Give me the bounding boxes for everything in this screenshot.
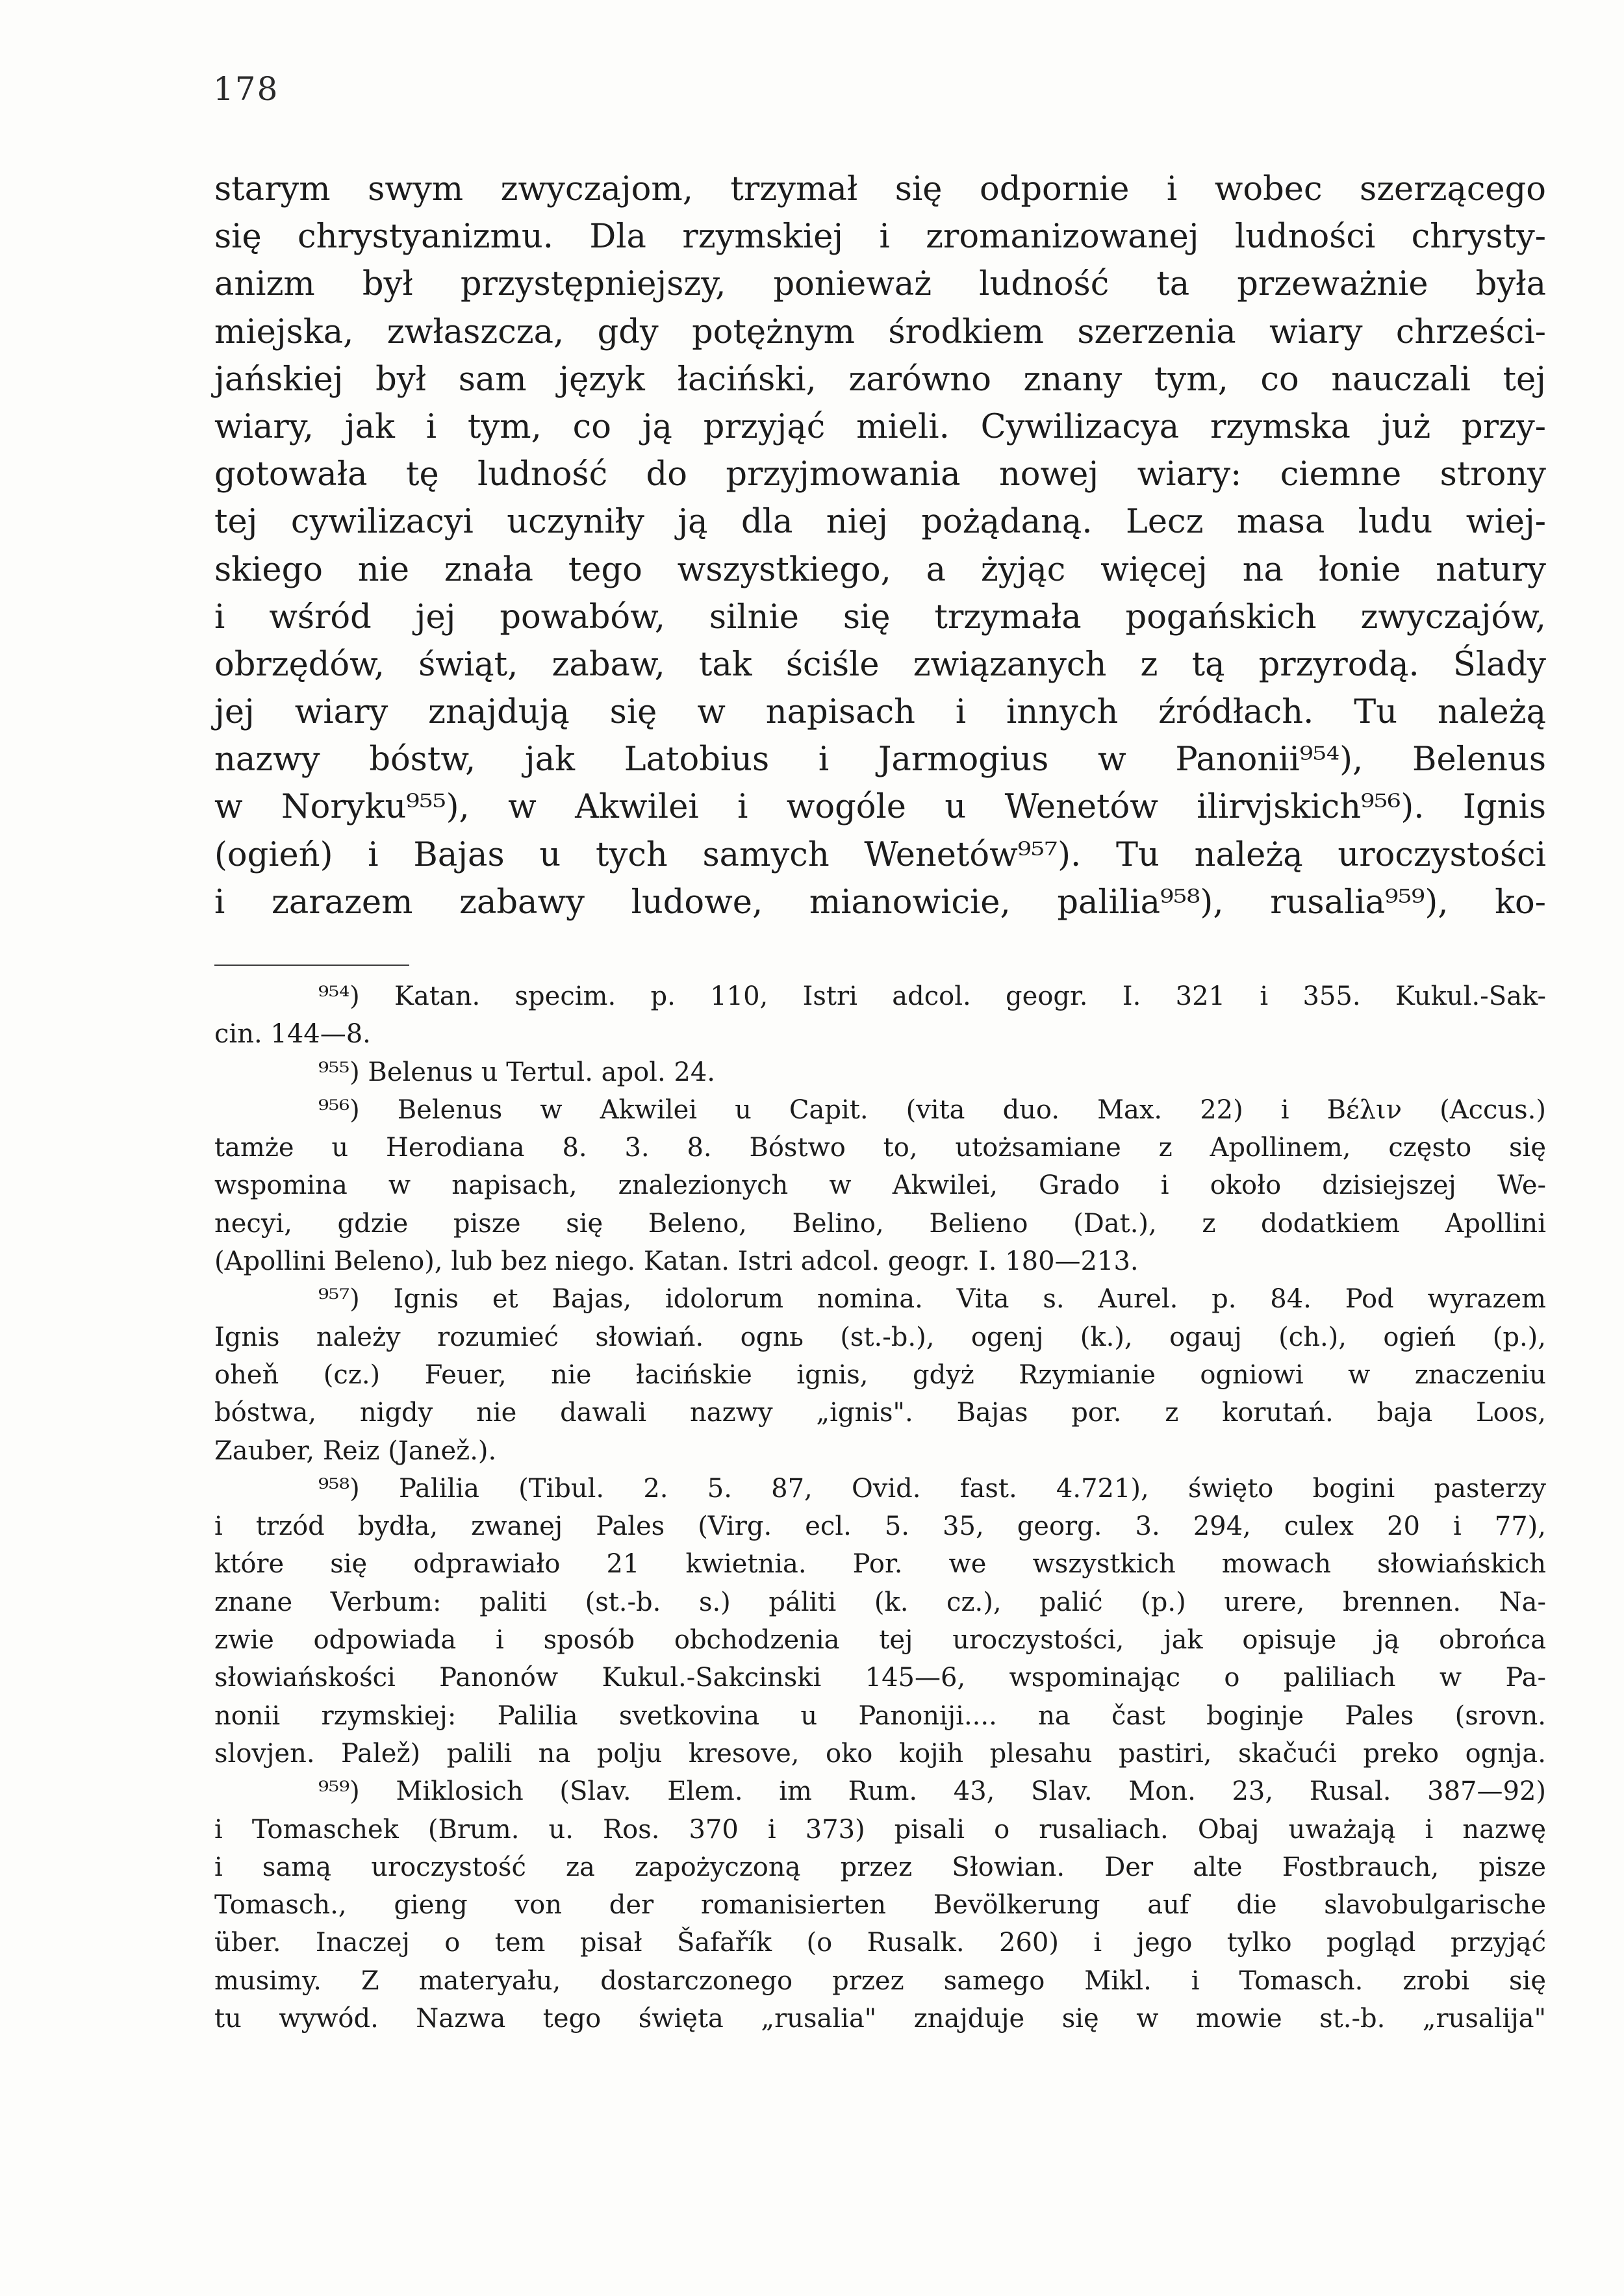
body-line: w Noryku⁹⁵⁵), w Akwilei i wogóle u Wenetów ilirvjskich⁹⁵⁶). Ignis [214, 788, 1546, 827]
body-line: gotowała tę ludność do przyjmowania nowej wiary: ciemne strony [214, 455, 1546, 494]
footnote-line: i trzód bydła, zwanej Pales (Virg. ecl. 5. 35, georg. 3. 294, culex 20 i 77), [214, 1511, 1546, 1542]
body-line: jej wiary znajdują się w napisach i innych źródłach. Tu należą [214, 693, 1546, 732]
footnote-line: Ignis należy rozumieć słowiań. ognь (st.-b.), ogenj (k.), ogauj (ch.), ogień (p.), [214, 1322, 1546, 1352]
footnote-separator [214, 965, 409, 966]
body-line: jańskiej był sam język łaciński, zarówno znany tym, co nauczali tej [214, 360, 1546, 399]
footnote-line: znane Verbum: paliti (st.-b. s.) páliti (k. cz.), palić (p.) urere, brennen. Na- [214, 1587, 1546, 1617]
body-line: miejska, zwłaszcza, gdy potężnym środkiem szerzenia wiary chrześci- [214, 312, 1546, 351]
page-number: 178 [213, 70, 279, 108]
footnote-line: ⁹⁵⁹) Miklosich (Slav. Elem. im Rum. 43, Slav. Mon. 23, Rusal. 387—92) [318, 1776, 1546, 1807]
body-line: i wśród jej powabów, silnie się trzymała pogańskich zwyczajów, [214, 598, 1546, 637]
body-line: anizm był przystępniejszy, ponieważ ludność ta przeważnie była [214, 265, 1546, 304]
body-line: tej cywilizacyi uczyniły ją dla niej pożądaną. Lecz masa ludu wiej- [214, 503, 1546, 542]
footnote-line: musimy. Z materyału, dostarczonego przez samego Mikl. i Tomasch. zrobi się [214, 1965, 1546, 1996]
footnote-line: slovjen. Palež) palili na polju kresove, oko kojih plesahu pastiri, skačući preko ognja. [214, 1738, 1546, 1769]
footnote-line: tamże u Herodiana 8. 3. 8. Bóstwo to, utożsamiane z Apollinem, często się [214, 1133, 1546, 1163]
body-line: się chrystyanizmu. Dla rzymskiej i zromanizowanej ludności chrysty- [214, 218, 1546, 257]
footnote-line: ⁹⁵⁴) Katan. specim. p. 110, Istri adcol. geogr. I. 321 i 355. Kukul.-Sak- [318, 981, 1546, 1011]
footnote-line: tu wywód. Nazwa tego święta „rusalia" znajduje się w mowie st.-b. „rusalija" [214, 2004, 1546, 2034]
footnote-line: ⁹⁵⁷) Ignis et Bajas, idolorum nomina. Vita s. Aurel. p. 84. Pod wyrazem [318, 1284, 1546, 1315]
body-line: (ogień) i Bajas u tych samych Wenetów⁹⁵⁷). Tu należą uroczystości [214, 835, 1546, 874]
footnotes [214, 978, 1546, 2037]
footnote-line: bóstwa, nigdy nie dawali nazwy „ignis". Bajas por. z korutań. baja Loos, [214, 1398, 1546, 1428]
body-line: skiego nie znała tego wszystkiego, a żyjąc więcej na łonie natury [214, 550, 1546, 589]
footnote-line: ⁹⁵⁸) Palilia (Tibul. 2. 5. 87, Ovid. fast. 4.721), święto bogini pasterzy [318, 1473, 1546, 1504]
footnote-line: Zauber, Reiz (Janež.). [214, 1435, 497, 1466]
footnote-line: über. Inaczej o tem pisał Šafařík (o Rusalk. 260) i jego tylko pogląd przyjąć [214, 1928, 1546, 1958]
footnote-line: necyi, gdzie pisze się Beleno, Belino, Belieno (Dat.), z dodatkiem Apollini [214, 1208, 1546, 1239]
footnote-line: które się odprawiało 21 kwietnia. Por. we wszystkich mowach słowiańskich [214, 1549, 1546, 1580]
footnote-line: oheň (cz.) Feuer, nie łacińskie ignis, gdyż Rzymianie ogniowi w znaczeniu [214, 1359, 1546, 1390]
footnote-line: i Tomaschek (Brum. u. Ros. 370 i 373) pisali o rusaliach. Obaj uważają i nazwę [214, 1814, 1546, 1845]
body-line: starym swym zwyczajom, trzymał się odpornie i wobec szerzącego [214, 170, 1546, 208]
footnote-line: zwie odpowiada i sposób obchodzenia tej uroczystości, jak opisuje ją obrońca [214, 1625, 1546, 1656]
footnote-line: cin. 144—8. [214, 1019, 371, 1050]
body-line: obrzędów, świąt, zabaw, tak ściśle związanych z tą przyrodą. Ślady [214, 645, 1546, 684]
footnote-line: wspomina w napisach, znalezionych w Akwilei, Grado i około dzisiejszej We- [214, 1170, 1546, 1201]
body-line: nazwy bóstw, jak Latobius i Jarmogius w Panonii⁹⁵⁴), Belenus [214, 740, 1546, 779]
footnote-line: i samą uroczystość za zapożyczoną przez Słowian. Der alte Fostbrauch, pisze [214, 1852, 1546, 1882]
footnote-line: Tomasch., gieng von der romanisierten Bevölkerung auf die slavobulgarische [214, 1890, 1546, 1921]
footnote-line: (Apollini Beleno), lub bez niego. Katan. Istri adcol. geogr. I. 180—213. [214, 1246, 1139, 1277]
footnote-line: ⁹⁵⁵) Belenus u Tertul. apol. 24. [318, 1057, 715, 1087]
footnote-line: słowiańskości Panonów Kukul.-Sakcinski 145—6, wspominając o paliliach w Pa- [214, 1663, 1546, 1693]
footnote-line: ⁹⁵⁶) Belenus w Akwilei u Capit. (vita duo. Max. 22) i Βέλιν (Accus.) [318, 1094, 1546, 1125]
body-line: wiary, jak i tym, co ją przyjąć mieli. Cywilizacya rzymska już przy- [214, 407, 1546, 446]
body-line: i zarazem zabawy ludowe, mianowicie, palilia⁹⁵⁸), rusalia⁹⁵⁹), ko- [214, 883, 1546, 922]
footnote-line: nonii rzymskiej: Palilia svetkovina u Panoniji.... na čast boginje Pales (srovn. [214, 1700, 1546, 1731]
main-text [214, 166, 1546, 926]
